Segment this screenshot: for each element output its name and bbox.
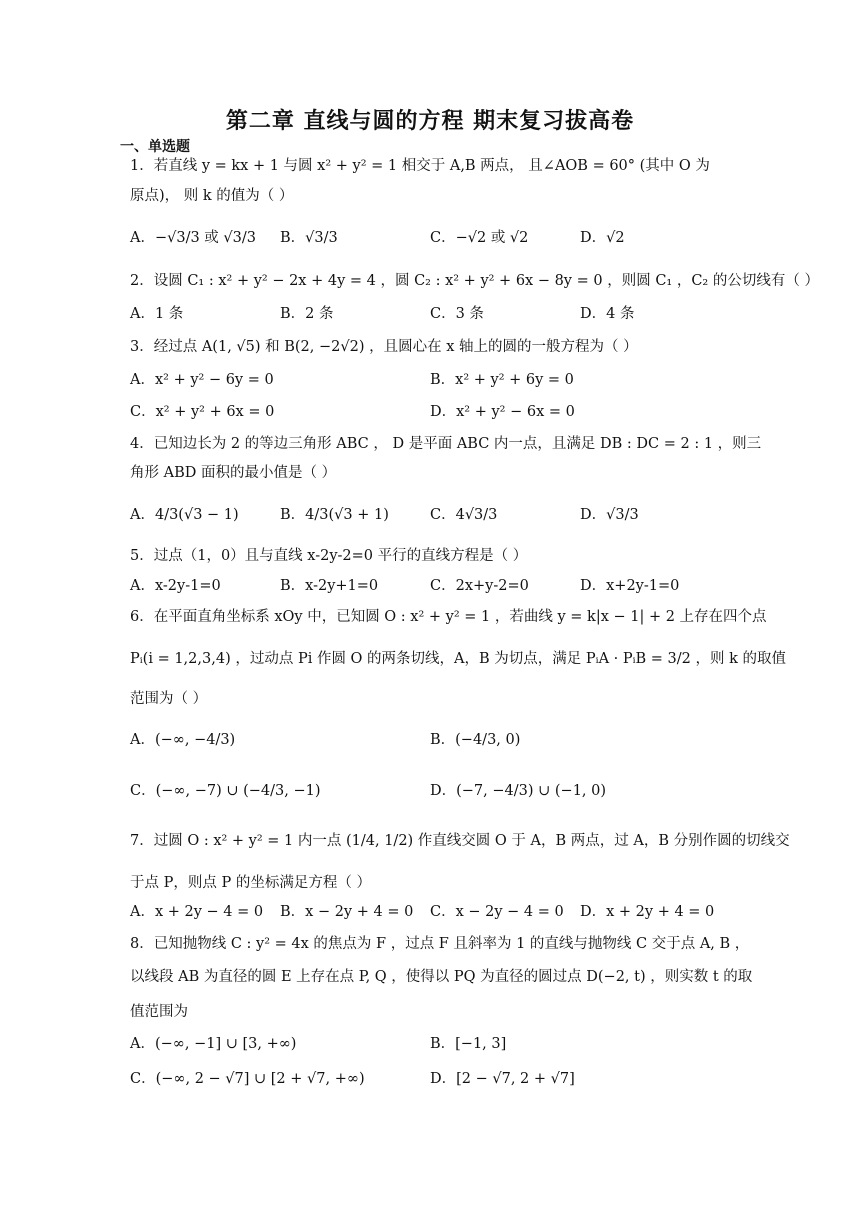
question-3-option-a: A．x² + y² − 6y = 0	[130, 372, 274, 388]
question-4-option-b: B．4/3(√3 + 1)	[280, 507, 389, 523]
question-8-line-2: 以线段 AB 为直径的圆 E 上存在点 P, Q ，使得以 PQ 为直径的圆过点 D(−2, t) ，则实数 t 的取	[130, 969, 753, 985]
question-6-line-1: 6．在平面直角坐标系 xOy 中，已知圆 O : x² + y² = 1 ，若曲线 y = k|x − 1| + 2 上存在四个点	[130, 609, 767, 625]
question-6-option-a: A．(−∞, −4/3)	[130, 732, 236, 748]
question-5-option-a: A．x-2y-1=0	[130, 578, 221, 594]
question-6-option-c: C．(−∞, −7) ∪ (−4/3, −1)	[130, 783, 321, 799]
question-2-option-a: A．1 条	[130, 306, 184, 322]
question-7-option-c: C．x − 2y − 4 = 0	[430, 904, 564, 920]
question-5-option-c: C．2x+y-2=0	[430, 578, 529, 594]
question-2-line-1: 2．设圆 C₁ : x² + y² − 2x + 4y = 4 ，圆 C₂ : x² + y² + 6x − 8y = 0 ，则圆 C₁ ，C₂ 的公切线有（ ）	[130, 273, 819, 289]
question-1-line-2: 原点)， 则 k 的值为（ ）	[130, 188, 294, 204]
question-5-line-1: 5．过点（1，0）且与直线 x-2y-2=0 平行的直线方程是（ ）	[130, 548, 528, 564]
question-3-line-1: 3．经过点 A(1, √5) 和 B(2, −2√2) ，且圆心在 x 轴上的圆的一般方程为（ ）	[130, 339, 638, 355]
question-7-option-d: D．x + 2y + 4 = 0	[580, 904, 715, 920]
question-6-option-b: B．(−4/3, 0)	[430, 732, 521, 748]
document-title: 第二章 直线与圆的方程 期末复习拔高卷	[225, 108, 635, 134]
question-4-line-2: 角形 ABD 面积的最小值是（ ）	[130, 465, 337, 481]
question-8-option-b: B．[−1, 3]	[430, 1036, 507, 1052]
question-1-option-c: C．−√2 或 √2	[430, 230, 529, 246]
question-3-option-b: B．x² + y² + 6y = 0	[430, 372, 574, 388]
question-1-option-a: A．−√3/3 或 √3/3	[130, 230, 256, 246]
question-8-option-c: C．(−∞, 2 − √7] ∪ [2 + √7, +∞)	[130, 1071, 365, 1087]
question-2-option-b: B．2 条	[280, 306, 334, 322]
question-6-line-2: Pᵢ(i = 1,2,3,4) ，过动点 Pi 作圆 O 的两条切线，A，B 为切点，满足 PᵢA · PᵢB = 3/2 ，则 k 的取值	[130, 651, 787, 667]
question-6-line-3: 范围为（ ）	[130, 691, 208, 707]
question-4-option-c: C．4√3/3	[430, 507, 498, 523]
question-2-option-d: D．4 条	[580, 306, 635, 322]
question-1-option-d: D．√2	[580, 230, 625, 246]
question-1-line-1: 1．若直线 y = kx + 1 与圆 x² + y² = 1 相交于 A,B 两点， 且∠AOB = 60° (其中 O 为	[130, 158, 710, 174]
question-1-option-b: B．√3/3	[280, 230, 338, 246]
question-7-line-1: 7．过圆 O : x² + y² = 1 内一点 (1/4, 1/2) 作直线交圆 O 于 A，B 两点，过 A，B 分别作圆的切线交	[130, 833, 790, 849]
question-4-line-1: 4．已知边长为 2 的等边三角形 ABC ， D 是平面 ABC 内一点，且满足 DB : DC = 2 : 1 ，则三	[130, 436, 762, 452]
question-6-option-d: D．(−7, −4/3) ∪ (−1, 0)	[430, 783, 607, 799]
section-heading: 一、单选题	[120, 139, 190, 155]
question-4-option-a: A．4/3(√3 − 1)	[130, 507, 239, 523]
question-8-line-1: 8．已知抛物线 C : y² = 4x 的焦点为 F ，过点 F 且斜率为 1 的直线与抛物线 C 交于点 A, B ，	[130, 936, 750, 952]
question-7-option-b: B．x − 2y + 4 = 0	[280, 904, 414, 920]
question-5-option-d: D．x+2y-1=0	[580, 578, 680, 594]
question-8-option-a: A．(−∞, −1] ∪ [3, +∞)	[130, 1036, 297, 1052]
question-3-option-d: D．x² + y² − 6x = 0	[430, 404, 575, 420]
question-2-option-c: C．3 条	[430, 306, 484, 322]
question-3-option-c: C．x² + y² + 6x = 0	[130, 404, 275, 420]
question-8-line-3: 值范围为	[130, 1004, 188, 1020]
question-4-option-d: D．√3/3	[580, 507, 639, 523]
question-8-option-d: D．[2 − √7, 2 + √7]	[430, 1071, 575, 1087]
question-7-option-a: A．x + 2y − 4 = 0	[130, 904, 264, 920]
question-7-line-2: 于点 P，则点 P 的坐标满足方程（ ）	[130, 875, 371, 891]
question-5-option-b: B．x-2y+1=0	[280, 578, 379, 594]
